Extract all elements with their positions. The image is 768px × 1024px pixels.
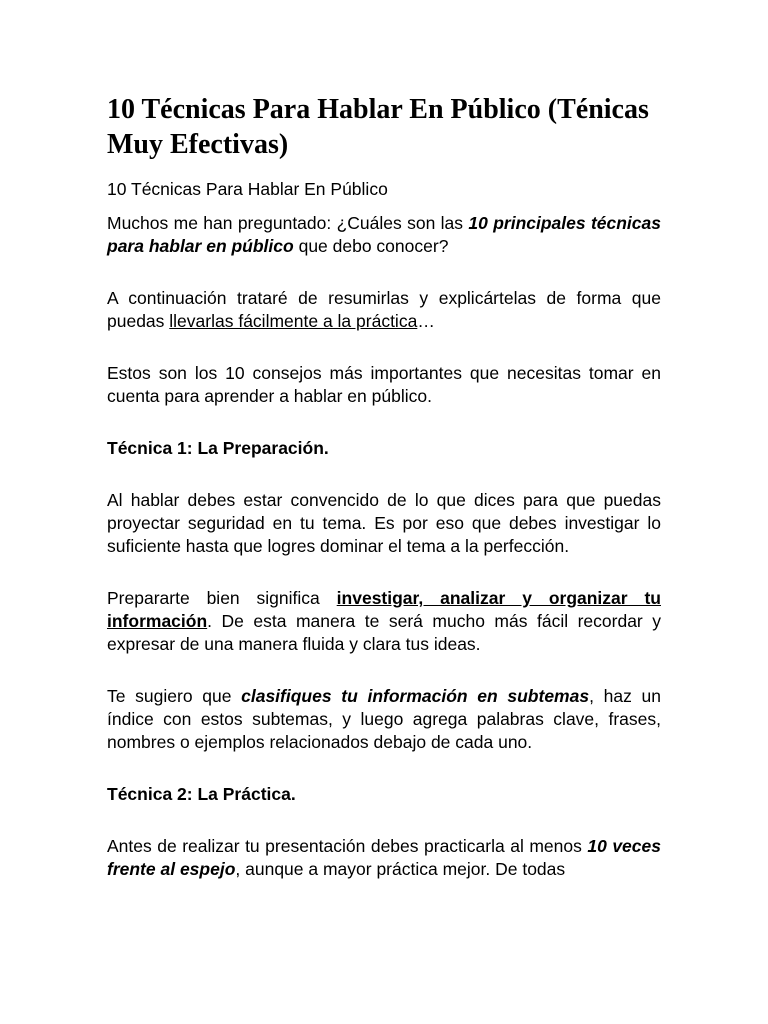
text-run: Antes de realizar tu presentación debes practicarla al menos bbox=[107, 836, 588, 856]
emphasis-text: 10 principales técnicas para hablar en público bbox=[107, 213, 661, 256]
emphasis-text: 10 veces frente al espejo bbox=[107, 836, 661, 879]
paragraph-intro-summary bbox=[107, 287, 661, 333]
section-heading-tecnica-1: Técnica 1: La Preparación. bbox=[107, 438, 329, 458]
section-heading-tecnica-2: Técnica 2: La Práctica. bbox=[107, 784, 296, 804]
document-title: 10 Técnicas Para Hablar En Público (Ténicas Muy Efectivas) bbox=[107, 94, 649, 160]
text-run: , haz un índice con estos subtemas, y luego agrega palabras clave, frases, nombres o ejemplos relacionados debajo de cada uno. bbox=[107, 686, 661, 752]
paragraph-intro-tips: Estos son los 10 consejos más importantes que necesitas tomar en cuenta para aprender a hablar en público. bbox=[107, 363, 661, 406]
text-run: . De esta manera te será mucho más fácil recordar y expresar de una manera fluida y clara tus ideas. bbox=[107, 611, 661, 654]
text-run: Te sugiero que bbox=[107, 686, 242, 706]
paragraph-preparation-meaning bbox=[107, 587, 661, 656]
paragraph-practice bbox=[107, 835, 661, 881]
paragraph-intro-question bbox=[107, 212, 661, 258]
paragraph-preparation-subtopics bbox=[107, 685, 661, 754]
text-run: Muchos me han preguntado: ¿Cuáles son las bbox=[107, 213, 469, 233]
paragraph-preparation-conviction: Al hablar debes estar convencido de lo que dices para que puedas proyectar seguridad en tu tema. Es por eso que debes investigar lo suficiente hasta que logres dominar el tema a la perfección. bbox=[107, 490, 661, 556]
text-run: … bbox=[417, 311, 435, 331]
underlined-text: llevarlas fácilmente a la práctica bbox=[169, 311, 418, 331]
text-run: A continuación trataré de resumirlas y explicártelas de forma que puedas bbox=[107, 288, 661, 331]
text-run: Prepararte bien significa bbox=[107, 588, 337, 608]
document-page bbox=[107, 92, 661, 910]
emphasis-text: clasifiques tu información en subtemas bbox=[241, 686, 590, 706]
text-run: , aunque a mayor práctica mejor. De todas bbox=[235, 859, 566, 879]
text-run: que debo conocer? bbox=[293, 236, 449, 256]
emphasis-text: investigar, analizar y organizar tu información bbox=[107, 588, 661, 631]
document-subtitle: 10 Técnicas Para Hablar En Público bbox=[107, 179, 388, 199]
